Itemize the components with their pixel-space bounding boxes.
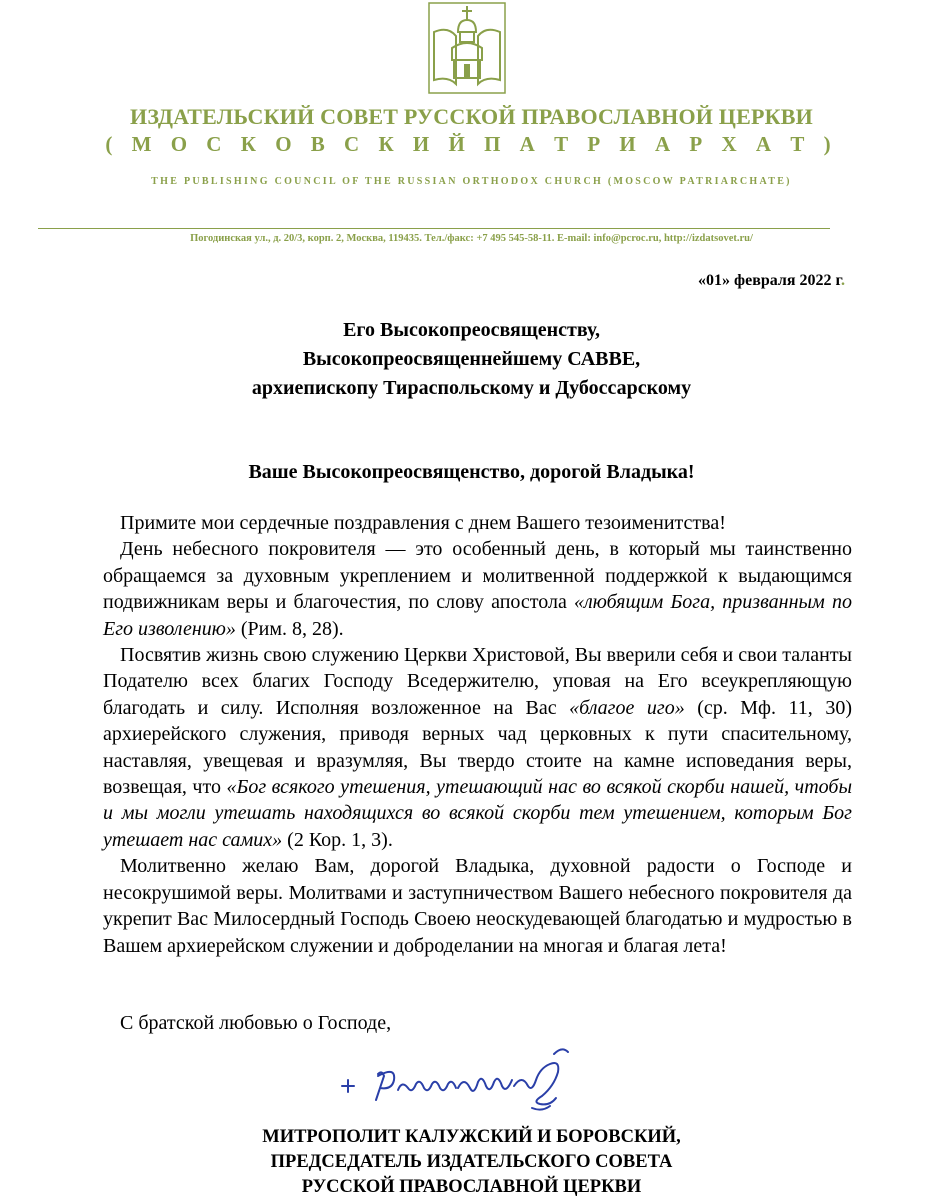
body-paragraph (103, 642, 852, 853)
scripture-reference: (2 Кор. 1, 3). (282, 828, 393, 851)
letterhead-divider (38, 228, 830, 229)
signer-title: ПРЕДСЕДАТЕЛЬ ИЗДАТЕЛЬСКОГО СОВЕТА (270, 1152, 673, 1172)
handwritten-signature-icon (336, 1040, 584, 1122)
scripture-reference: (Рим. 8, 28). (235, 617, 344, 640)
org-name-en: THE PUBLISHING COUNCIL OF THE RUSSIAN ORTHODOX CHURCH (MOSCOW PATRIARCHATE) (151, 176, 792, 187)
church-book-emblem-icon (428, 2, 506, 94)
addressee-line: архиепископу Тираспольскому и Дубоссарскому (251, 377, 692, 399)
letter-body (103, 510, 852, 959)
body-text-run: День небесного покровителя — это особенный день, в который мы таинственно обращаемся за духовным укреплением и молитвенной поддержкой к выдающимся подвижникам веры и благочестия, по слову апостола (103, 538, 852, 614)
body-text-run: (ср. Мф. 11, 30) архиерейского служения, приводя верных чад церковных к пути спасительному, наставляя, увещевая и вразумляя, Вы твердо стоите на камне исповедания веры, возвещая, что (103, 696, 852, 799)
signer-title: МИТРОПОЛИТ КАЛУЖСКИЙ И БОРОВСКИЙ, (262, 1127, 681, 1147)
body-text-run: Посвятив жизнь свою служению Церкви Христовой, Вы вверили себя и свои таланты Подателю всех благих Господу Вседержителю, уповая на Его всеукрепляющую благодать и силу. Исполняя возложенное на Вас (103, 644, 852, 719)
scripture-quote: «Бог всякого утешения, утешающий нас во всякой скорби нашей, чтобы и мы могли утешать находящихся во всякой скорби тем утешением, которым Бог утешает нас самих» (103, 776, 853, 851)
closing-phrase: С братской любовью о Господе, (120, 1012, 392, 1034)
org-name-ru: ИЗДАТЕЛЬСКИЙ СОВЕТ РУССКОЙ ПРАВОСЛАВНОЙ ЦЕРКВИ (130, 104, 813, 129)
body-paragraph: Примите мои сердечные поздравления с днем Вашего тезоименитства! (120, 512, 726, 534)
body-paragraph: Молитвенно желаю Вам, дорогой Владыка, духовной радости о Господе и несокрушимой веры. Молитвами и заступничеством Вашего небесного покровителя да укрепит Вас Милосердный Господь Своею неоскудевающей благодатью и мудростью в Вашем архиерейском служении и доброделании на многая и благая лета! (103, 855, 852, 957)
signer-title: РУССКОЙ ПРАВОСЛАВНОЙ ЦЕРКВИ (301, 1177, 642, 1197)
addressee-line: Его Высокопреосвященству, (343, 319, 600, 341)
date-dot: . (841, 272, 845, 289)
scripture-quote: «любящим Бога, призванным по Его изволению» (103, 591, 852, 640)
org-name-ru-subtitle: ( М О С К О В С К И Й П А Т Р И А Р Х А Т ) (105, 132, 838, 156)
salutation: Ваше Высокопреосвященство, дорогой Владыка! (248, 461, 695, 483)
date-text: «01» февраля 2022 г (698, 272, 841, 289)
body-paragraph (103, 536, 852, 642)
addressee-line: Высокопреосвященнейшему САВВЕ, (302, 348, 641, 370)
signer-block (0, 1125, 943, 1200)
org-address: Погодинская ул., д. 20/3, корп. 2, Москва, 119435. Тел./факс: +7 495 545-58-11. E-mail: info@pcroc.ru, http://izdatsovet.ru/ (190, 233, 753, 244)
scripture-quote: «благое иго» (569, 696, 685, 719)
addressee-block (0, 316, 943, 403)
letter-date (698, 272, 845, 290)
